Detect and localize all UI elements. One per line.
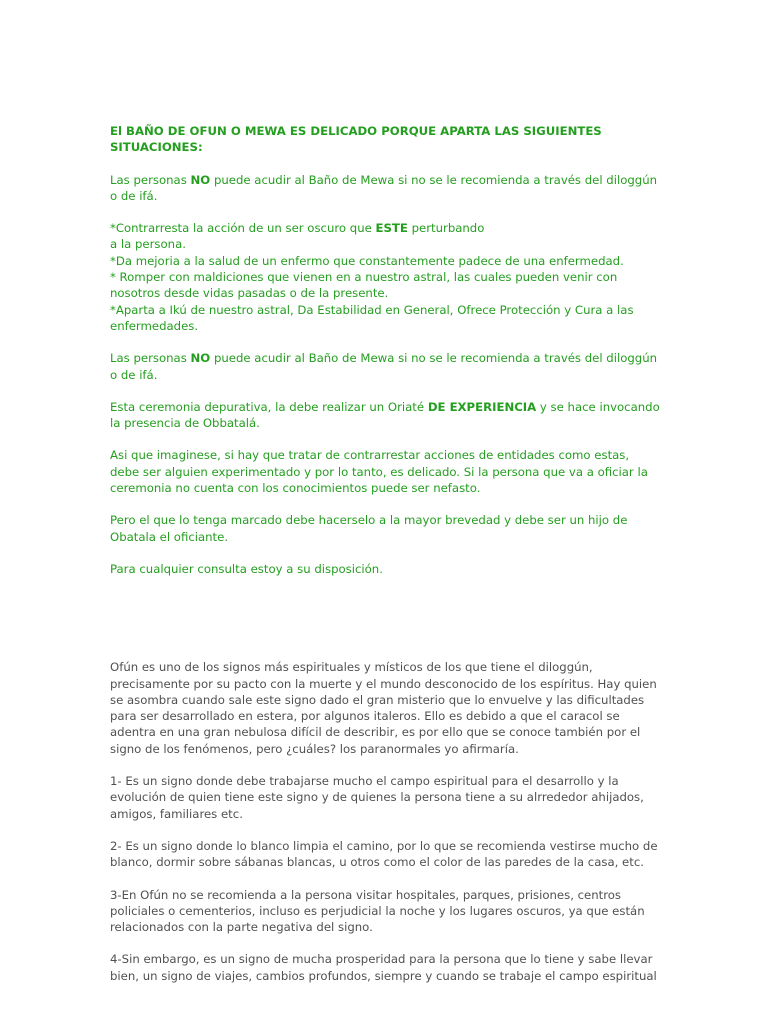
list-item-contrarresta: *Contrarresta la acción de un ser oscuro que ESTE perturbando (110, 221, 485, 236)
paragraph-marcado: Pero el que lo tenga marcado debe hacerselo a la mayor brevedad y debe ser un hijo de Obatala el oficiante. (110, 513, 628, 544)
green-section (110, 123, 662, 577)
paragraph-restriction-1: Las personas NO puede acudir al Baño de Mewa si no se le recomienda a través del diloggún o de ifá. (110, 172, 658, 203)
gray-section (110, 659, 662, 984)
section-title: El BAÑO DE OFUN O MEWA ES DELICADO PORQUE APARTA LAS SIGUIENTES SITUACIONES: (110, 124, 602, 155)
list-item-salud: *Da mejoria a la salud de un enfermo que constantemente padece de una enfermedad. (110, 253, 624, 268)
paragraph-point-1: 1- Es un signo donde debe trabajarse mucho el campo espiritual para el desarrollo y la evolución de quien tiene este signo y de quienes la persona tiene a su alrrededor ahijados, amigos, familiares etc. (110, 774, 644, 821)
paragraph-point-3: 3-En Ofún no se recomienda a la persona visitar hospitales, parques, prisiones, centros policiales o cementerios, incluso es perjudicial la noche y los lugares oscuros, ya que están relacionados con la parte negativa del signo. (110, 887, 645, 935)
paragraph-restriction-2: Las personas NO puede acudir al Baño de Mewa si no se le recomienda a través del diloggún o de ifá. (110, 351, 658, 382)
paragraph-point-2: 2- Es un signo donde lo blanco limpia el camino, por lo que se recomienda vestirse mucho de blanco, dormir sobre sábanas blancas, u otros como el color de las paredes de la casa, etc. (110, 838, 658, 870)
paragraph-imaginese: Asi que imaginese, si hay que tratar de contrarrestar acciones de entidades como estas, debe ser alguien experimentado y por lo tanto, es delicado. Si la persona que va a oficiar la ceremonia no cuenta con los conocimientos puede ser nefasto. (110, 448, 648, 496)
paragraph-point-4: 4-Sin embargo, es un signo de mucha prosperidad para la persona que lo tiene y sabe llevar bien, un signo de viajes, cambios profundos, siempre y cuando se trabaje el campo espiritual (110, 952, 657, 983)
document-body (110, 123, 662, 984)
list-item-continuation: a la persona. (110, 237, 186, 252)
list-item-maldiciones: * Romper con maldiciones que vienen en a nuestro astral, las cuales pueden venir con nosotros desde vidas pasadas o de la presente. (110, 270, 618, 301)
paragraph-ceremonia: Esta ceremonia depurativa, la debe realizar un Oriaté DE EXPERIENCIA y se hace invocando la presencia de Obbatalá. (110, 399, 660, 431)
paragraph-consulta: Para cualquier consulta estoy a su disposición. (110, 561, 383, 576)
list-item-iku: *Aparta a Ikú de nuestro astral, Da Estabilidad en General, Ofrece Protección y Cura a las enfermedades. (110, 302, 634, 333)
paragraph-ofun-intro: Ofún es uno de los signos más espirituales y místicos de los que tiene el diloggún, precisamente por su pacto con la muerte y el mundo desconocido de los espíritus. Hay quien se asombra cuando sale este signo dado el gran misterio que lo envuelve y las dificultades para ser desarrollado en estera, por algunos italeros. Ello es debido a que el caracol se adentra en una gran nebulosa difícil de describir, es por ello que se conoce también por el signo de los fenómenos, pero ¿cuáles? los paranormales yo afirmaría. (110, 660, 657, 756)
